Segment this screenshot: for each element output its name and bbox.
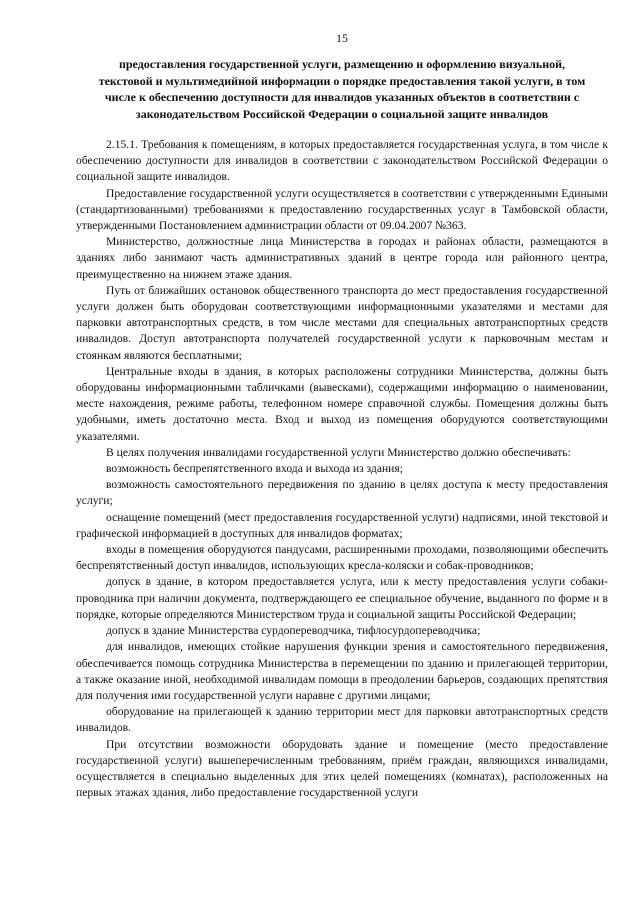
heading-line: текстовой и мультимедийной информации о порядке предоставления такой услуги, в том <box>98 73 586 88</box>
paragraph: При отсутствии возможности оборудовать здание и помещение (место предоставление государственной услуги) вышеперечисленным требованиям, приём граждан, являющихся инвалидами, осуществляется в специально выделенных для этих целей помещениях (комнатах), расположенных на первых этажах здания, либо предоставление государственной услуги <box>76 737 608 800</box>
paragraph: Центральные входы в здания, в которых расположены сотрудники Министерства, должны быть оборудованы информационными табличками (вывесками), содержащими информацию о наименовании, месте нахождения, режиме работы, телефонном номере справочной службы. Помещения должны быть удобными, иметь достаточно места. Вход и выход из помещения оборудуются соответствующими указателями. <box>76 364 608 443</box>
list-item: возможность беспрепятственного входа и выхода из здания; <box>106 462 403 476</box>
list-item: допуск в здание, в котором предоставляется услуга, или к месту предоставления услуги собаки-проводника при наличии документа, подтверждающего ее специальное обучение, выданного по форме и в порядке, которые определяются Министерством труда и социальной защиты Российской Федерации; <box>76 575 608 621</box>
section-heading <box>76 56 608 122</box>
list-item: допуск в здание Министерства сурдопереводчика, тифлосурдопереводчика; <box>106 624 481 638</box>
list-item: для инвалидов, имеющих стойкие нарушения функции зрения и самостоятельного передвижения, обеспечивается помощь сотрудника Министерства в перемещении по зданию и прилегающей территории, а также оказание иной, необходимой инвалидам помощи в преодолении барьеров, создающих препятствия для получения ими государственной услуги наравне с другими лицами; <box>76 640 608 702</box>
page-number: 15 <box>336 31 348 45</box>
heading-line: числе к обеспечению доступности для инвалидов указанных объектов в соответствии с <box>104 90 580 104</box>
paragraph: В целях получения инвалидами государственной услуги Министерство должно обеспечивать: <box>106 445 571 459</box>
paragraph: 2.15.1. Требования к помещениям, в которых предоставляется государственная услуга, в том числе к обеспечению доступности для инвалидов в соответствии с законодательством Российской Федерации о социальной защите инвалидов. <box>76 138 608 184</box>
list-item: оборудование на прилегающей к зданию территории мест для парковки автотранспортных средств инвалидов. <box>76 705 608 735</box>
list-item: входы в помещения оборудуются пандусами, расширенными проходами, позволяющими обеспечить беспрепятственный доступ инвалидов, использующих кресла-коляски и собак-проводников; <box>76 543 608 573</box>
heading-line: законодательством Российской Федерации о социальной защите инвалидов <box>135 106 549 121</box>
paragraph: Предоставление государственной услуги осуществляется в соответствии с утвержденными Едиными (стандартизованными) требованиями к предоставлению государственных услуг в Тамбовской области, утвержденными Постановлением администрации области от 09.04.2007 №363. <box>76 186 608 233</box>
heading-line: предоставления государственной услуги, размещению и оформлению визуальной, <box>118 57 566 71</box>
paragraph: Министерство, должностные лица Министерства в городах и районах области, размещаются в зданиях либо занимают часть административных зданий в центре города или районного центра, преимущественно на нижнем этаже здания. <box>76 235 608 281</box>
document-body <box>76 137 608 801</box>
list-item: возможность самостоятельного передвижения по зданию в целях доступа к месту предоставления услуги; <box>76 478 608 508</box>
list-item: оснащение помещений (мест предоставления государственной услуги) надписями, иной текстовой и графической информацией в доступных для инвалидов форматах; <box>76 510 608 540</box>
paragraph: Путь от ближайших остановок общественного транспорта до мест предоставления государственной услуги должен быть оборудован соответствующими информационными указателями и местами для парковки автотранспортных средств, в том числе местами для специальных автотранспортных средств инвалидов. Доступ автотранспорта получателей государственной услуги к парковочным местам и стоянкам являются бесплатными; <box>76 283 608 362</box>
